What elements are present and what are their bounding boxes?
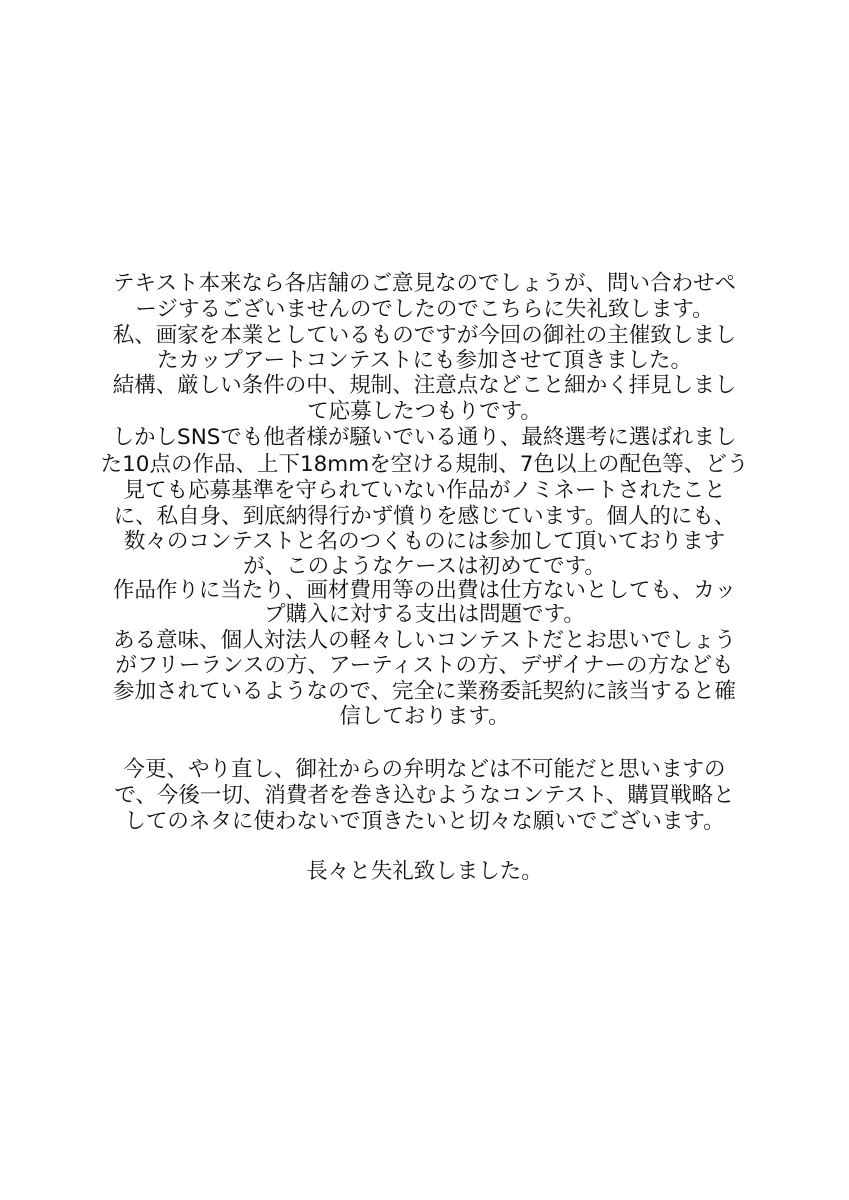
text-line: 参加されているようなので、完全に業務委託契約に該当すると確 [112,679,737,704]
text-line: してのネタに使わないで頂きたいと切々な願いでございます。 [124,809,725,834]
text-line: 今更、やり直し、御社からの弁明などは不可能だと思いますの [123,757,726,782]
text-line: 私、画家を本業としているものですが今回の御社の主催致しまし [112,323,737,348]
text-line: 結構、厳しい条件の中、規制、注意点などこと細かく拝見しまし [112,373,737,398]
text-line: で、今後一切、消費者を巻き込むようなコンテスト、購買戦略と [114,783,735,808]
text-line: たカップアートコンテストにも参加させて頂きました。 [157,348,692,373]
text-line: 信しております。 [339,704,510,729]
text-line: しかしSNSでも他者様が騒いでいる通り、最終選考に選ばれまし [112,425,737,450]
text-line: ある意味、個人対法人の軽々しいコンテストだとお思いでしょう [113,628,736,653]
text-line: に、私自身、到底納得行かず憤りを感じています。個人的にも、 [113,504,736,529]
text-line: が、このようなケースは初めてです。 [243,554,606,579]
text-line: ージするございませんのでしたのでこちらに失礼致します。 [135,297,714,322]
text-line: て応募したつもりです。 [307,399,542,424]
text-line: た10点の作品、上下18mmを空ける規制、7色以上の配色等、どう [100,452,749,477]
closing-line: 長々と失礼致しました。 [306,859,543,884]
text-line: 数々のコンテストと名のつくものには参加して頂いております [123,529,726,554]
text-line: がフリーランスの方、アーティストの方、デザイナーの方なども [115,653,734,678]
text-line: 見ても応募基準を守られていない作品がノミネートされたこと [123,478,726,503]
text-line: テキスト本来なら各店舗のご意見なのでしょうが、問い合わせペ [112,271,737,296]
text-line: プ購入に対する支出は問題です。 [264,602,585,627]
text-line: 作品作りに当たり、画材費用等の出費は仕方ないとしても、カッ [112,578,737,603]
